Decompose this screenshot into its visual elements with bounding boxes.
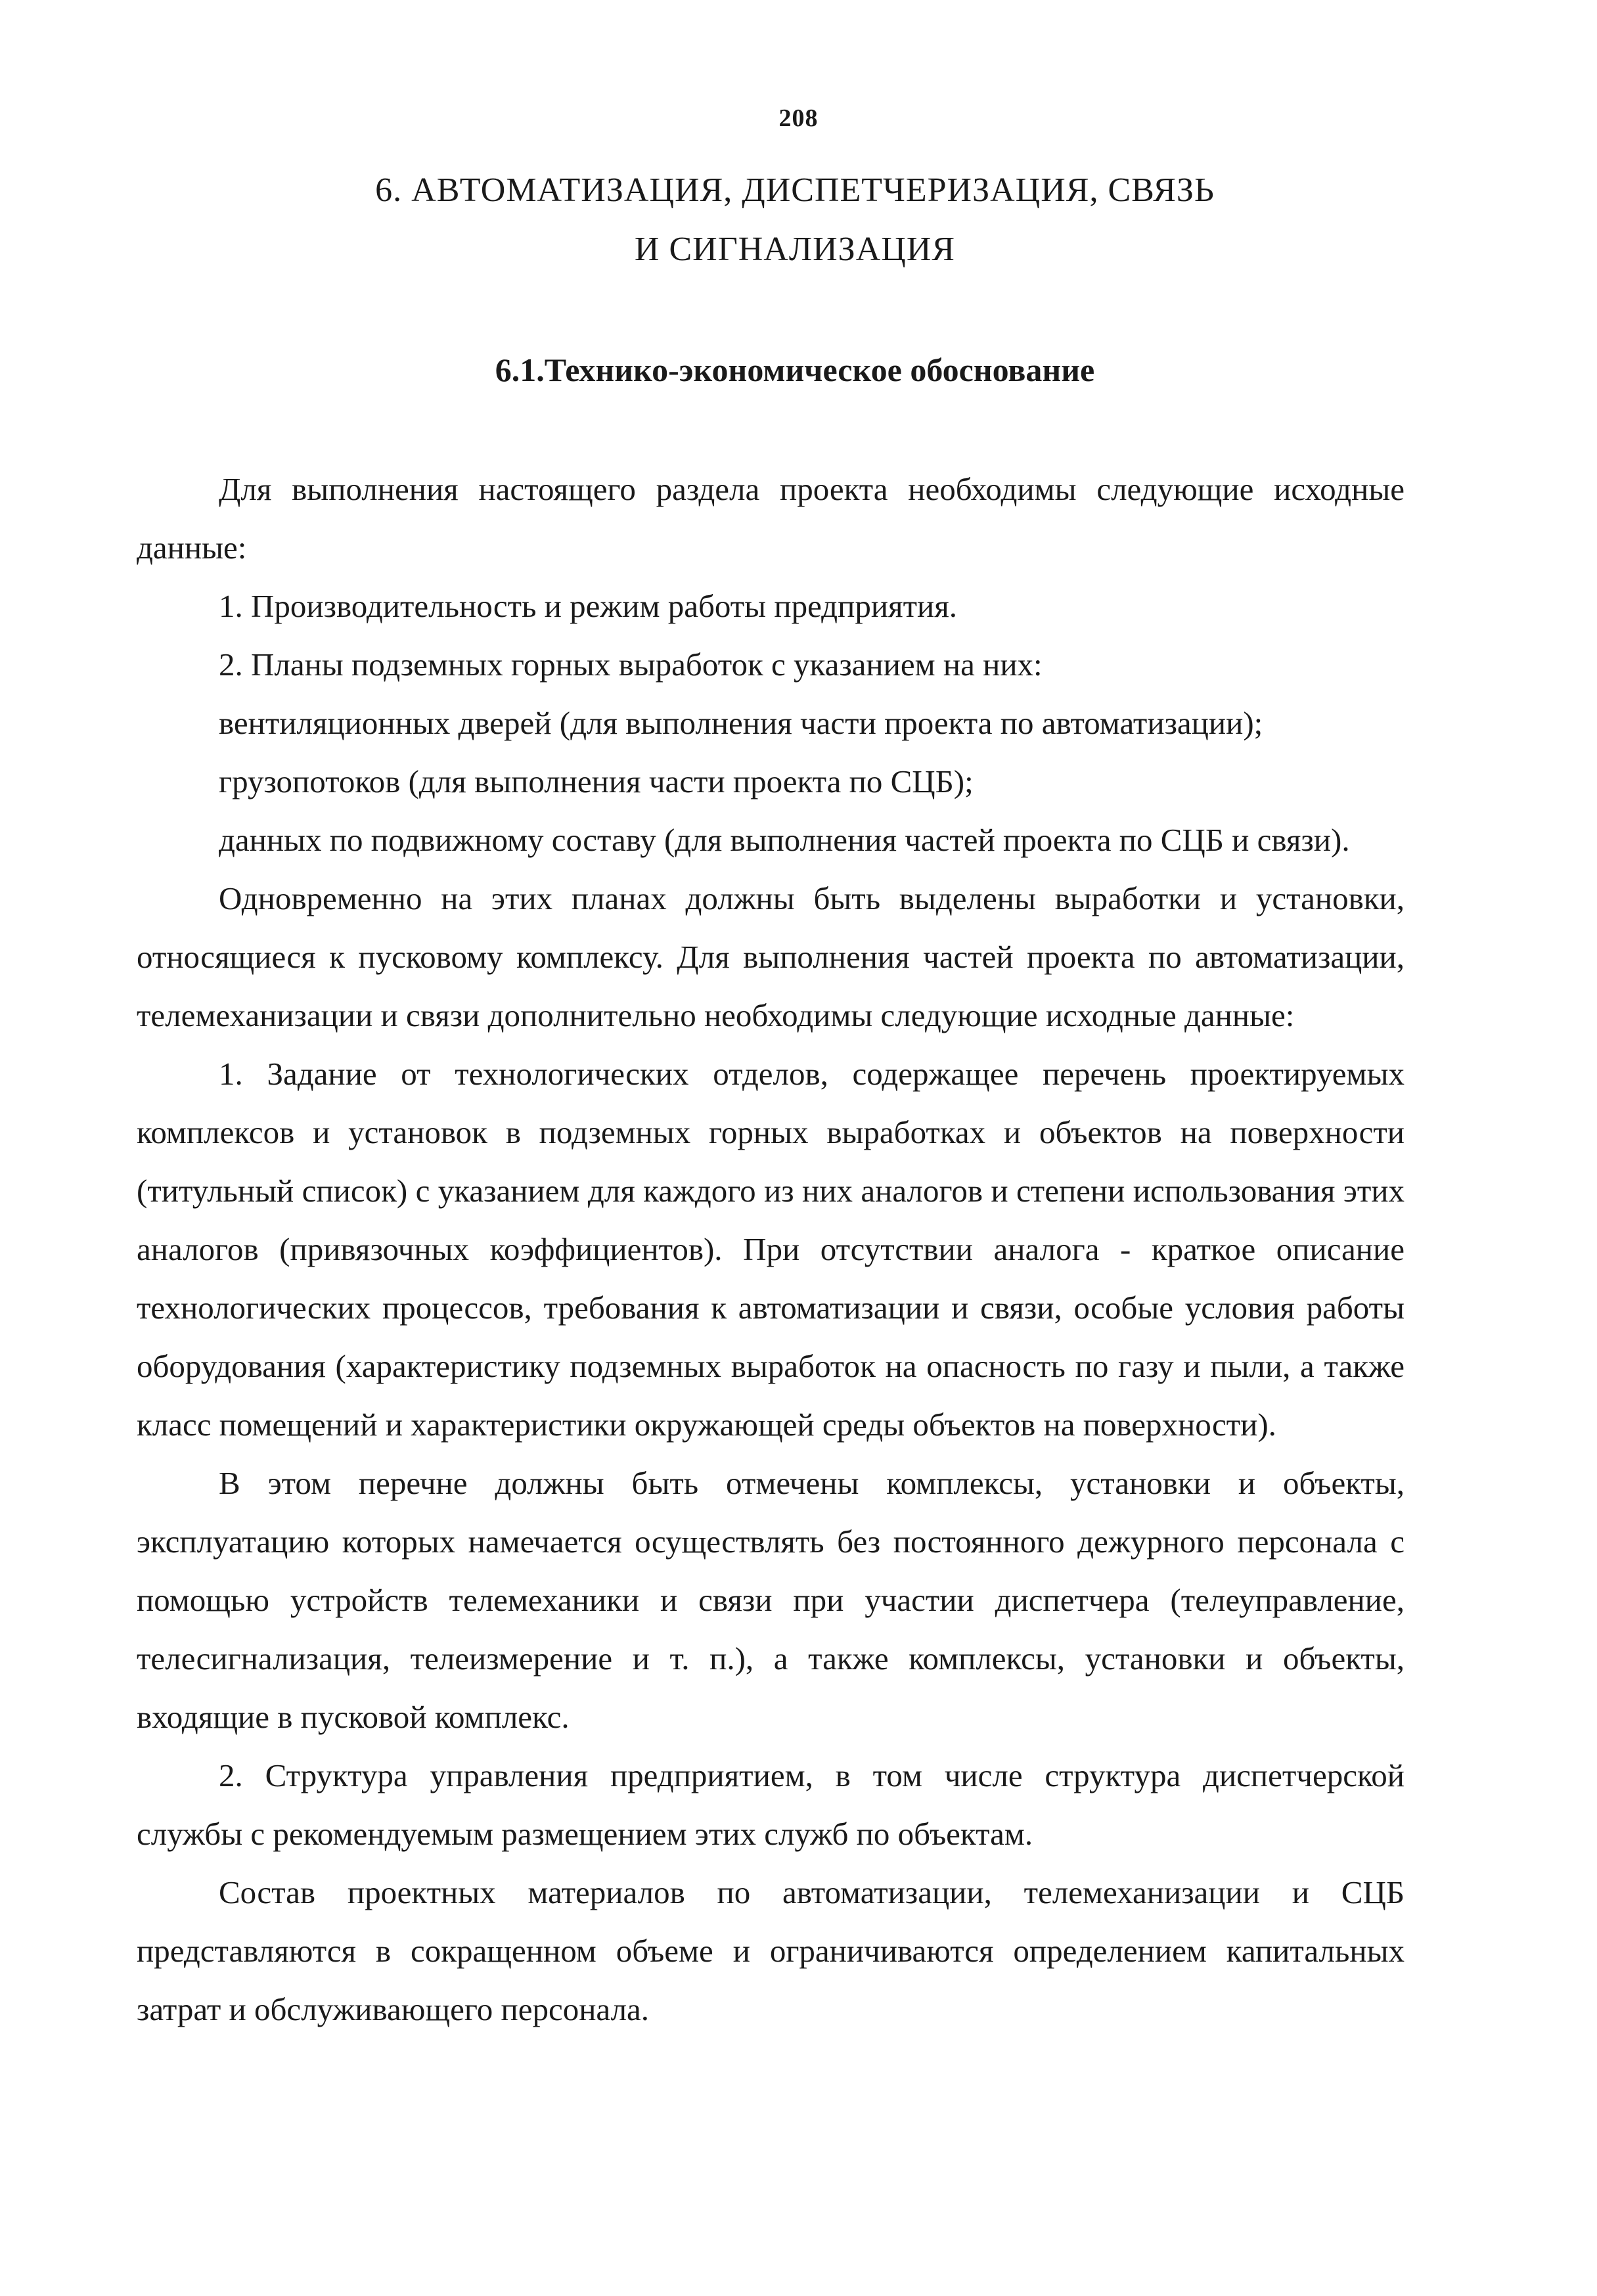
page-number: 208	[778, 104, 819, 132]
list-subitem-rolling-stock: данных по подвижному составу (для выполнения частей проекта по СЦБ и связи).	[219, 822, 1350, 858]
section-title: 6.1.Технико-экономическое обоснование	[495, 351, 1095, 388]
paragraph-unattended-objects: В этом перечне должны быть отмечены комплексы, установки и объекты, эксплуатацию которых намечается осуществлять без постоянного дежурного персонала с помощью устройств телемеханики и связи при участии диспетчера (телеуправление, телесигнализация, телеизмерение и т. п.), а также комплексы, установки и объекты, входящие в пусковой комплекс.	[137, 1465, 1405, 1735]
body-text	[137, 460, 1405, 2038]
paragraph-additional-data: Одновременно на этих планах должны быть выделены выработки и установки, относящиеся к пусковому комплексу. Для выполнения частей проекта по автоматизации, телемеханизации и связи дополнительно необходимы следующие исходные данные:	[137, 880, 1405, 1033]
paragraph-management-structure: 2. Структура управления предприятием, в том числе структура диспетчерской службы с рекомендуемым размещением этих служб по объектам.	[137, 1757, 1405, 1852]
list-subitem-ventilation-doors: вентиляционных дверей (для выполнения части проекта по автоматизации);	[219, 705, 1263, 741]
list-subitem-cargo-flows: грузопотоков (для выполнения части проекта по СЦБ);	[219, 763, 974, 799]
list-item-plans: 2. Планы подземных горных выработок с указанием на них:	[219, 646, 1043, 683]
paragraph-intro: Для выполнения настоящего раздела проекта необходимы следующие исходные данные:	[137, 471, 1405, 566]
chapter-title	[197, 161, 1393, 279]
paragraph-project-materials: Состав проектных материалов по автоматизации, телемеханизации и СЦБ представляются в сокращенном объеме и ограничиваются определением капитальных затрат и обслуживающего персонала.	[137, 1874, 1405, 2027]
chapter-title-line-2: И СИГНАЛИЗАЦИЯ	[634, 231, 956, 268]
list-item-productivity: 1. Производительность и режим работы предприятия.	[219, 588, 958, 624]
paragraph-task-from-departments: 1. Задание от технологических отделов, содержащее перечень проектируемых комплексов и установок в подземных горных выработках и объектов на поверхности (титульный список) с указанием для каждого из них аналогов и степени использования этих аналогов (привязочных коэффициентов). При отсутствии аналога - краткое описание технологических процессов, требования к автоматизации и связи, особые условия работы оборудования (характеристику подземных выработок на опасность по газу и пыли, а также класс помещений и характеристики окружающей среды объектов на поверхности).	[137, 1056, 1405, 1443]
chapter-title-line-1: 6. АВТОМАТИЗАЦИЯ, ДИСПЕТЧЕРИЗАЦИЯ, СВЯЗЬ	[375, 171, 1215, 209]
